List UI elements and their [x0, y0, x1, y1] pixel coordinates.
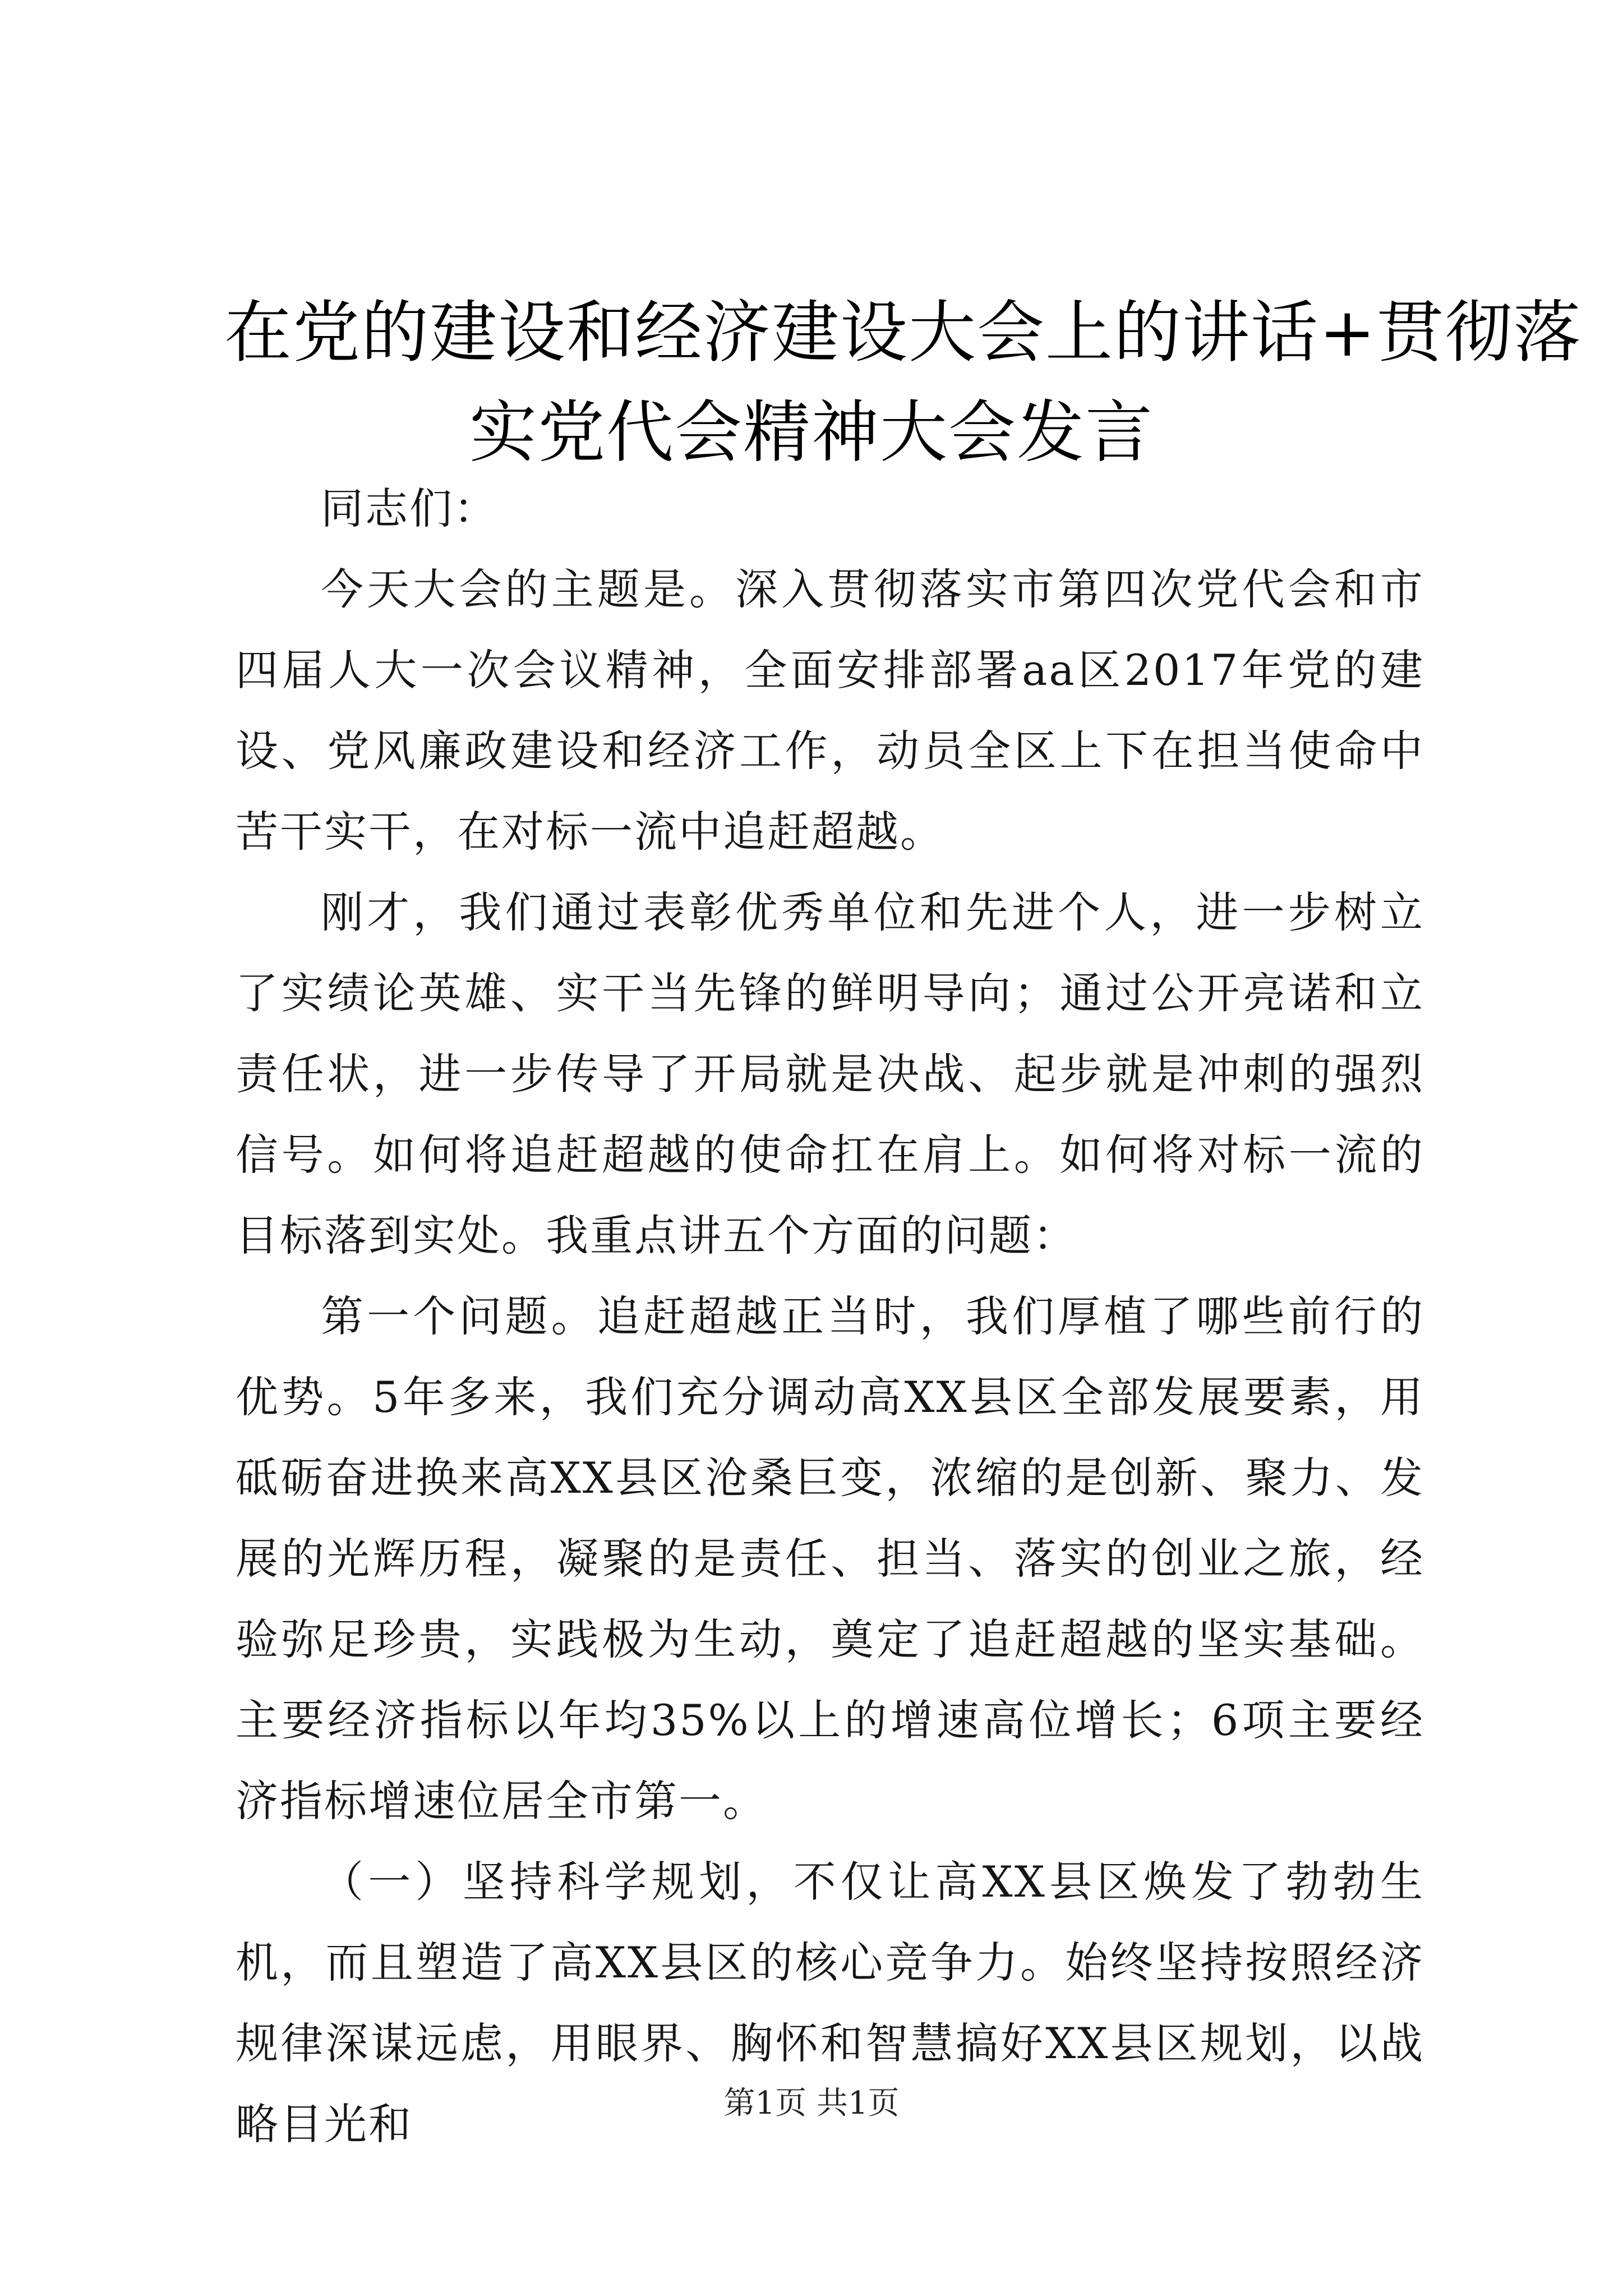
paragraph-theme: 今天大会的主题是。深入贯彻落实市第四次党代会和市四届人大一次会议精神，全面安排部署aa区2017年党的建设、党风廉政建设和经济工作，动员全区上下在担当使命中苦干实干，在对标一流中追赶超越。 — [236, 564, 1424, 857]
page-footer: 第1页 共1页 — [723, 2085, 900, 2122]
salutation: 同志们： — [321, 484, 498, 533]
paragraph-commendation: 刚才，我们通过表彰优秀单位和先进个人，进一步树立了实绩论英雄、实干当先锋的鲜明导向；通过公开亮诺和立责任状，进一步传导了开局就是决战、起步就是冲刺的强烈信号。如何将追赶超越的使命扛在肩上。如何将对标一流的目标落到实处。我重点讲五个方面的问题： — [236, 887, 1424, 1260]
document-title — [224, 283, 1582, 483]
paragraph-first-issue: 第一个问题。追赶超越正当时，我们厚植了哪些前行的优势。5年多来，我们充分调动高XX县区全部发展要素，用砥砺奋进换来高XX县区沧桑巨变，浓缩的是创新、聚力、发展的光辉历程，凝聚的是责任、担当、落实的创业之旅，经验弥足珍贵，实践极为生动，奠定了追赶超越的坚实基础。主要经济指标以年均35%以上的增速高位增长；6项主要经济指标增速位居全市第一。 — [236, 1291, 1424, 1826]
title-line-2: 实党代会精神大会发言 — [469, 394, 1154, 472]
document-body — [236, 468, 1424, 2165]
paragraph-scientific-planning: （一）坚持科学规划，不仅让高XX县区焕发了勃勃生机，而且塑造了高XX县区的核心竞争力。始终坚持按照经济规律深谋远虑，用眼界、胸怀和智慧搞好XX县区规划，以战略目光和 — [236, 1857, 1424, 2149]
title-line-1: 在党的建设和经济建设大会上的讲话+贯彻落 — [224, 294, 1582, 372]
